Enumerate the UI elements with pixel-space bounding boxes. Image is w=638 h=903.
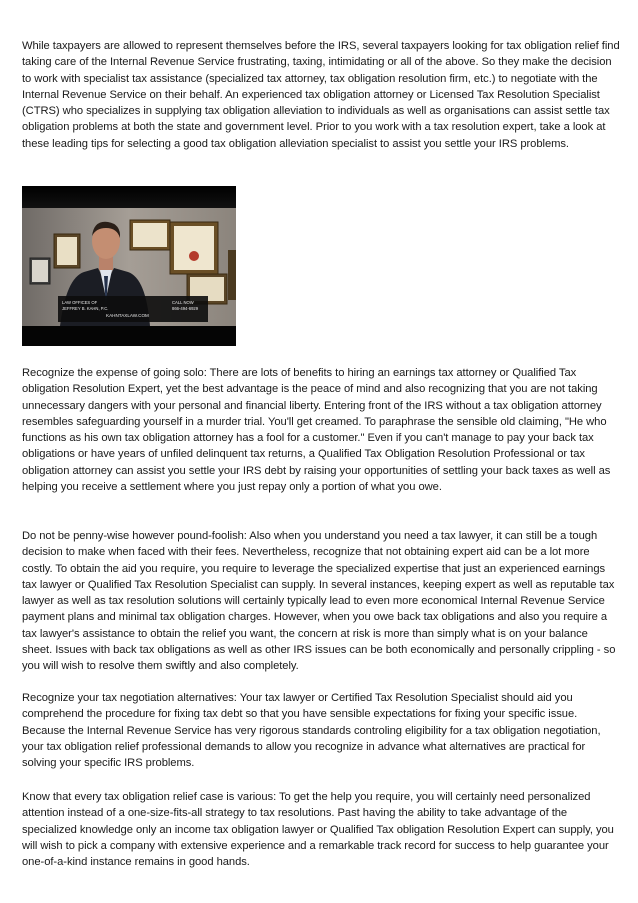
overlay-phone: 866-494-6929 [172,306,199,311]
overlay-call-label: CALL NOW [172,300,194,305]
overlay-firm-name: JEFFREY B. KAHN, P.C. [62,306,109,311]
paragraph-going-solo: Recognize the expense of going solo: There are lots of benefits to hiring an earnings tax attorney or Qualified Tax obligation Resolution Expert, yet the best advantage is the peace of mind and also recognizing that you are not taking unnecessary dangers with your personal and financial liberty. Entering front of the IRS without a tax obligation attorney resembles safeguarding yourself in a murder trial. You'll get creamed. To paraphrase the sensible old claiming, "He who functions as his own tax obligation attorney has a fool for a customer." Even if you can't manage to pay your back tax obligations or have years of unfiled delinquent tax returns, a Qualified Tax Obligation Resolution Professional or tax obligation attorney can assist you settle your IRS debt by raising your opportunities of settling your back taxes as well as helping you receive a settlement where you just repay only a portion of what you owe. [22,367,611,494]
overlay-website: KAHNTAXLAW.COM [106,313,149,318]
paragraph-negotiation: Recognize your tax negotiation alternatives: Your tax lawyer or Certified Tax Resolution Specialist should aid you comprehend the procedure for fixing tax debt so that you have sensible expectations for fixing your specific issue. Because the Internal Revenue Service has very rigorous standards controling eligibility for a tax obligation negotiation, your tax obligation relief professional demands to allow you recognize in advance what alternatives are practical for solving your specific IRS problems. [22,692,601,770]
document-page [22,38,620,152]
video-thumbnail[interactable] [22,186,236,346]
paragraph-intro: While taxpayers are allowed to represent themselves before the IRS, several taxpayers looking for tax obligation relief find taking care of the Internal Revenue Service frustrating, taxing, intimidating or all of the above. So they make the decision to work with specialist tax assistance (specialized tax attorney, tax obligation resolution firm, etc.) to negotiate with the Internal Revenue Service on their behalf. An experienced tax obligation attorney or Licensed Tax Resolution Specialist (CTRS) who specializes in supplying tax obligation alleviation to individuals as well as organisations can assist settle tax obligation problems at both the state and government level. Prior to you work with a tax resolution expert, take a look at these leading tips for selecting a good tax obligation alleviation specialist to assist you settle your IRS problems. [22,40,620,150]
overlay-firm-label: LAW OFFICES OF [62,300,98,305]
paragraph-penny-wise: Do not be penny-wise however pound-foolish: Also when you understand you need a tax lawyer, it can still be a tough decision to make when faced with their fees. Nevertheless, recognize that not obtaining expert aid can be a lot more costly. To obtain the aid you require, you require to leverage the specialized expertise that just an experienced earnings tax lawyer or Qualified Tax Resolution Specialist can supply. In several instances, keeping expert as well as reputable tax lawyer as well as tax resolution solutions will certainly typically lead to even more economical Internal Revenue Service payment plans and minimal tax obligation charges. However, when you owe back tax obligations and also you require a tax lawyer's assistance to obtain the relief you want, the concern at risk is more than simply what is on your balance sheet. Issues with back tax obligations as well as other IRS issues can be both economically and personally crippling - so you will wish to resolve them swiftly and also completely. [22,530,616,673]
video-frame-image [22,186,236,346]
paragraph-every-case: Know that every tax obligation relief case is various: To get the help you require, you will certainly need personalized attention instead of a one-size-fits-all strategy to tax resolutions. Past having the ability to take advantage of the specialized knowledge only an income tax obligation lawyer or Qualified Tax obligation Resolution Expert can supply, you will wish to pick a company with extensive experience and a remarkable track record for success to help guarantee your one-of-a-kind instance remains in good hands. [22,791,614,869]
